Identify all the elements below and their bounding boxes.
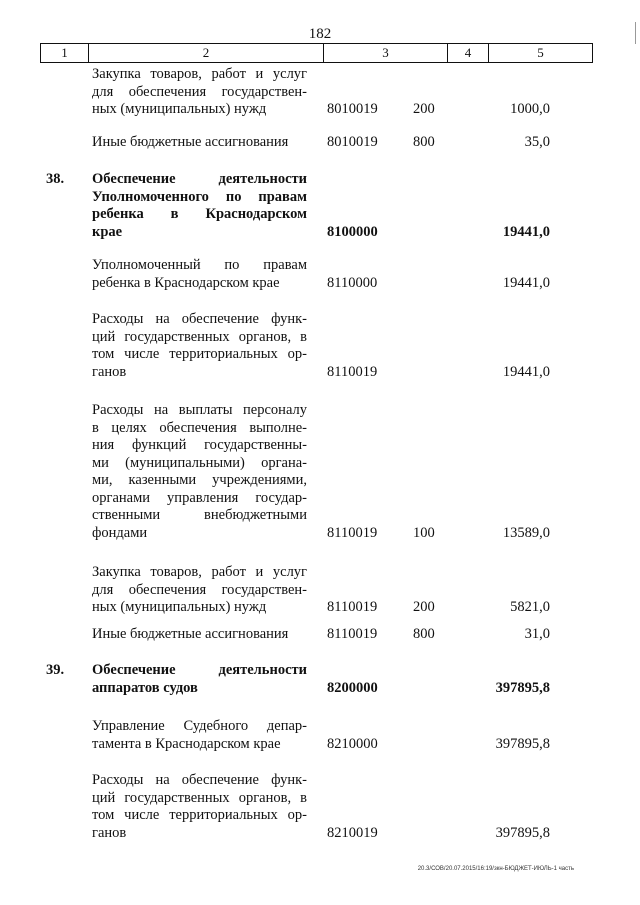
item-name-line: Уполномоченный по правам xyxy=(92,257,307,273)
amount: 35,0 xyxy=(524,134,550,150)
item-name-line: Уполномоченного по правам xyxy=(92,188,307,205)
item-name xyxy=(92,171,307,241)
amount: 5821,0 xyxy=(510,599,550,615)
item-name xyxy=(92,257,307,292)
scan-edge-mark xyxy=(635,22,636,44)
section-number: 39. xyxy=(46,662,65,678)
item-name-line: органами управления государ- xyxy=(92,489,307,506)
section-number: 38. xyxy=(46,171,65,187)
budget-code: 8210019 xyxy=(327,824,378,841)
budget-code: 8200000 xyxy=(327,679,378,696)
budget-code: 8010019 xyxy=(327,101,378,117)
item-name xyxy=(92,66,307,119)
amount: 31,0 xyxy=(524,626,550,642)
item-name-line: для обеспечения государствен- xyxy=(92,581,307,598)
item-name xyxy=(92,662,307,697)
item-name-line: Иные бюджетные ассигнования xyxy=(92,134,289,150)
item-name xyxy=(92,564,307,617)
expense-type: 800 xyxy=(413,134,435,150)
item-name-line: Управление Судебного депар- xyxy=(92,718,307,734)
header-col-5: 5 xyxy=(537,45,544,60)
item-name-line: фондами xyxy=(92,524,148,541)
item-name-line: ций государственных органов, в xyxy=(92,328,307,345)
item-name-line: ми, казенными учреждениями, xyxy=(92,472,307,488)
item-name-line: том числе территориальных ор- xyxy=(92,807,307,823)
amount: 397895,8 xyxy=(495,824,550,841)
item-name-line: ганов xyxy=(92,824,127,841)
item-name-line: Расходы на обеспечение функ- xyxy=(92,772,307,788)
amount: 397895,8 xyxy=(495,679,550,696)
expense-type: 200 xyxy=(413,599,435,615)
item-name xyxy=(92,626,307,644)
item-name xyxy=(92,772,307,842)
item-name xyxy=(92,134,307,152)
amount: 13589,0 xyxy=(502,524,550,541)
amount: 397895,8 xyxy=(495,735,550,752)
expense-type: 200 xyxy=(413,101,435,117)
item-name-line: Обеспечение деятельности xyxy=(92,662,307,678)
budget-code: 8010019 xyxy=(327,134,378,150)
item-name xyxy=(92,718,307,753)
budget-code: 8110000 xyxy=(327,274,378,291)
header-col-3: 3 xyxy=(324,44,448,62)
item-name-line: ния функций государственны- xyxy=(92,437,307,453)
page-number: 182 xyxy=(308,26,332,42)
budget-code: 8110019 xyxy=(327,524,378,541)
budget-code: 8110019 xyxy=(327,599,378,615)
item-name-line: аппаратов судов xyxy=(92,679,198,696)
header-col-4: 4 xyxy=(448,44,489,62)
item-name-line: ребенка в Краснодарском крае xyxy=(92,274,280,291)
amount: 19441,0 xyxy=(502,223,550,240)
table-header xyxy=(40,43,593,63)
amount: 19441,0 xyxy=(502,363,550,380)
item-name-line: ребенка в Краснодарском xyxy=(92,206,307,222)
amount: 19441,0 xyxy=(502,274,550,291)
item-name-line: ций государственных органов, в xyxy=(92,789,307,806)
item-name-line: том числе территориальных ор- xyxy=(92,346,307,362)
amount: 1000,0 xyxy=(510,101,550,117)
item-name-line: Закупка товаров, работ и услуг xyxy=(92,564,307,580)
budget-code: 8210000 xyxy=(327,735,378,752)
budget-code: 8100000 xyxy=(327,223,378,240)
header-col-2: 2 xyxy=(89,44,324,62)
item-name-line: ных (муниципальных) нужд xyxy=(92,599,267,615)
item-name-line: Обеспечение деятельности xyxy=(92,171,307,187)
item-name-line: ми (муниципальными) органа- xyxy=(92,454,307,471)
budget-code: 8110019 xyxy=(327,626,378,642)
footer-note: 20.3/СОВ/20.07.2015/16:19/зкн-БЮДЖЕТ-ИЮЛЬ-1 часть xyxy=(417,866,574,872)
budget-code: 8110019 xyxy=(327,363,378,380)
item-name-line: крае xyxy=(92,223,123,240)
header-col-1: 1 xyxy=(41,44,89,62)
item-name xyxy=(92,311,307,381)
item-name-line: в целях обеспечения выполне- xyxy=(92,419,307,436)
item-name-line: Расходы на выплаты персоналу xyxy=(92,402,307,418)
expense-type: 100 xyxy=(413,524,435,541)
item-name-line: ственными внебюджетными xyxy=(92,507,307,523)
item-name xyxy=(92,402,307,542)
expense-type: 800 xyxy=(413,626,435,642)
item-name-line: для обеспечения государствен- xyxy=(92,83,307,100)
item-name-line: тамента в Краснодарском крае xyxy=(92,735,281,752)
item-name-line: ганов xyxy=(92,363,127,380)
item-name-line: Иные бюджетные ассигнования xyxy=(92,626,289,642)
item-name-line: Закупка товаров, работ и услуг xyxy=(92,66,307,82)
item-name-line: Расходы на обеспечение функ- xyxy=(92,311,307,327)
item-name-line: ных (муниципальных) нужд xyxy=(92,101,267,117)
